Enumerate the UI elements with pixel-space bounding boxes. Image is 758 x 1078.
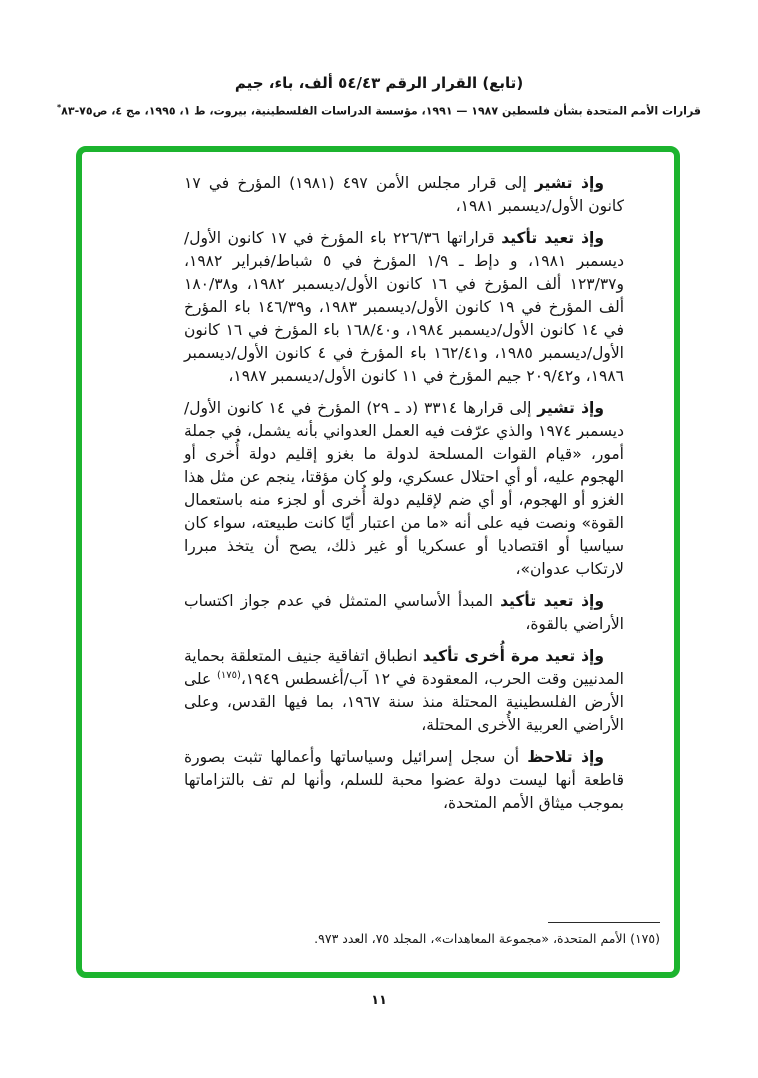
paragraph-lead: وإذ تلاحظ bbox=[527, 748, 604, 766]
citation-footnote-marker: * bbox=[56, 103, 62, 112]
paragraph-body: المبدأ الأساسي المتمثل في عدم جواز اكتساب الأراضي بالقوة، bbox=[184, 592, 624, 633]
footnote-block bbox=[288, 922, 660, 948]
paragraph-body: أن سجل إسرائيل وسياساتها وأعمالها تثبت بصورة قاطعة أنها ليست دولة عضوا محبة للسلم، وأنها لم تف بالتزاماتها بموجب ميثاق الأمم المتحدة، bbox=[184, 748, 624, 812]
source-citation bbox=[0, 103, 758, 118]
paragraph-body: انطباق اتفاقية جنيف المتعلقة بحماية المدنيين وقت الحرب، المعقودة في ١٢ آب/أغسطس ١٩٤٩، bbox=[184, 647, 624, 688]
paragraph-recalling-497 bbox=[184, 172, 624, 218]
footnote-ref-175: (١٧٥) bbox=[216, 669, 241, 681]
footnote-marker: (١٧٥) bbox=[630, 931, 660, 946]
footnote-175 bbox=[288, 930, 660, 948]
footnote-divider bbox=[548, 922, 660, 923]
resolution-text bbox=[184, 172, 624, 824]
page-number: ١١ bbox=[371, 993, 387, 1008]
paragraph-reaffirming-principle bbox=[184, 590, 624, 636]
paragraph-noting-record bbox=[184, 746, 624, 815]
paragraph-lead: وإذ تشير bbox=[537, 399, 604, 417]
paragraph-recalling-3314 bbox=[184, 397, 624, 581]
paragraph-lead: وإذ تشير bbox=[534, 174, 604, 192]
paragraph-lead: وإذ تعيد مرة أُخرى تأكيد bbox=[422, 647, 604, 665]
footnote-text: الأمم المتحدة، «مجموعة المعاهدات»، المجلد ٧٥، العدد ٩٧٣. bbox=[314, 931, 631, 946]
paragraph-lead: وإذ تعيد تأكيد bbox=[500, 592, 604, 610]
content-frame bbox=[76, 146, 680, 978]
paragraph-body: على الأرض الفلسطينية المحتلة منذ سنة ١٩٦٧، بما فيها القدس، وعلى الأراضي العربية الأُخرى المحتلة، bbox=[184, 670, 624, 734]
page-title: (تابع) القرار الرقم ٥٤/٤٣ ألف، باء، جيم bbox=[234, 74, 524, 92]
paragraph-body: قراراتها ٢٢٦/٣٦ باء المؤرخ في ١٧ كانون الأول/ديسمبر ١٩٨١، و دإط ـ ١/٩ المؤرخ في ٥ شباط/فبراير ١٩٨٢، و١٢٣/٣٧ ألف المؤرخ في ١٦ كانون الأول/ديسمبر ١٩٨٢، و١٨٠/٣٨ ألف المؤرخ في ١٩ كانون الأول/ديسمبر ١٩٨٣، و١٤٦/٣٩ باء المؤرخ في ١٤ كانون الأول/ديسمبر ١٩٨٤، و١٦٨/٤٠ باء المؤرخ في ١٦ كانون الأول/ديسمبر ١٩٨٥، و١٦٢/٤١ باء المؤرخ في ٤ كانون الأول/ديسمبر ١٩٨٦، و٢٠٩/٤٢ جيم المؤرخ في ١١ كانون الأول/ديسمبر ١٩٨٧، bbox=[184, 229, 625, 385]
paragraph-reaffirming-resolutions bbox=[184, 227, 624, 388]
source-citation-text: قرارات الأمم المتحدة بشأن فلسطين ١٩٨٧ — ١٩٩١، مؤسسة الدراسات الفلسطينية، بيروت، ط ١، ١٩٩٥، مج ٤، ص٧٥-٨٣ bbox=[61, 104, 702, 118]
paragraph-body: إلى قرار مجلس الأمن ٤٩٧ (١٩٨١) المؤرخ في ١٧ كانون الأول/ديسمبر ١٩٨١، bbox=[184, 174, 624, 215]
paragraph-lead: وإذ تعيد تأكيد bbox=[501, 229, 604, 247]
paragraph-body: إلى قرارها ٣٣١٤ (د ـ ٢٩) المؤرخ في ١٤ كانون الأول/ديسمبر ١٩٧٤ والذي عرّفت فيه العمل العدواني بأنه يشمل، في جملة أمور، «قيام القوات المسلحة لدولة ما بغزو إقليم دولة أُخرى أو الهجوم عليه، أو أي احتلال عسكري، ولو كان مؤقتا، ينجم عن مثل هذا الغزو أو الهجوم، أو أي ضم لإقليم دولة أُخرى أو لجزء منه باستعمال القوة» ونصت فيه على أنه «ما من اعتبار أيّا كانت طبيعته، سواء كان سياسيا أو اقتصاديا أو عسكريا أو غير ذلك، يصح أن يتخذ مبررا لارتكاب عدوان»، bbox=[184, 399, 624, 578]
paragraph-geneva-convention bbox=[184, 645, 624, 737]
